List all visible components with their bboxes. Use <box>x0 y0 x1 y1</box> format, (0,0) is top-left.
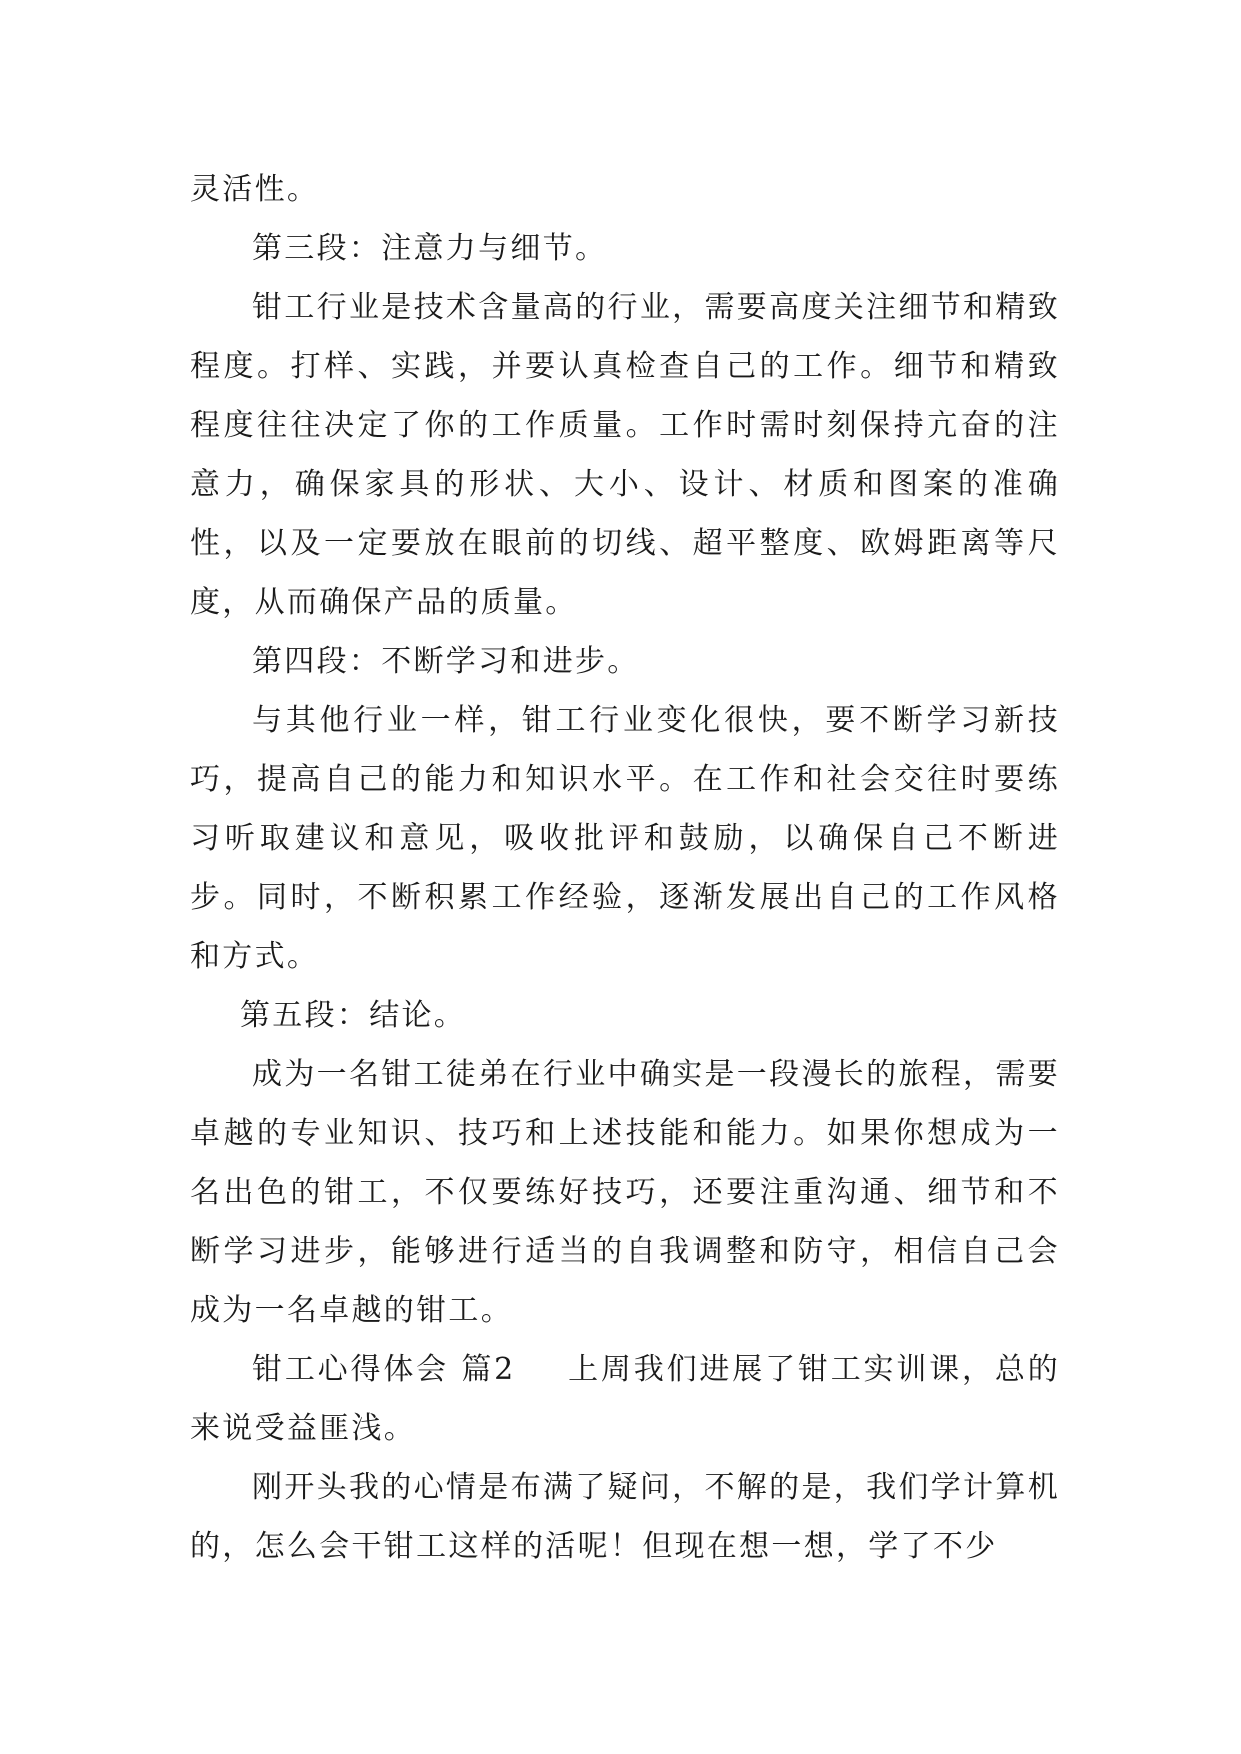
document-body <box>190 160 1060 1576</box>
paragraph-learning: 与其他行业一样，钳工行业变化很快，要不断学习新技巧，提高自己的能力和知识水平。在工作和社会交往时要练习听取建议和意见，吸收批评和鼓励，以确保自己不断进步。同时，不断积累工作经验，逐渐发展出自己的工作风格和方式。 <box>190 703 1060 974</box>
section-2-intro <box>190 1340 1060 1458</box>
section-2-title: 钳工心得体会 篇2 <box>252 1352 516 1387</box>
section-2-lead: 上周我们进展了钳工实训课，总的来说受益匪浅。 <box>190 1352 1061 1446</box>
paragraph-attention-detail: 钳工行业是技术含量高的行业，需要高度关注细节和精致程度。打样、实践，并要认真检查自己的工作。细节和精致程度往往决定了你的工作质量。工作时需时刻保持亢奋的注意力，确保家具的形状、大小、设计、材质和图案的准确性，以及一定要放在眼前的切线、超平整度、欧姆距离等尺度，从而确保产品的质量。 <box>190 290 1060 620</box>
section-heading-4: 第四段：不断学习和进步。 <box>252 644 640 679</box>
paragraph-continuation: 灵活性。 <box>190 172 320 207</box>
section-heading-5: 第五段：结论。 <box>240 998 467 1033</box>
paragraph-conclusion: 成为一名钳工徒弟在行业中确实是一段漫长的旅程，需要卓越的专业知识、技巧和上述技能和能力。如果你想成为一名出色的钳工，不仅要练好技巧，还要注重沟通、细节和不断学习进步，能够进行适当的自我调整和防守，相信自己会成为一名卓越的钳工。 <box>190 1057 1060 1328</box>
section-heading-3: 第三段：注意力与细节。 <box>252 231 608 266</box>
paragraph-section-2-body: 刚开头我的心情是布满了疑问，不解的是，我们学计算机的，怎么会干钳工这样的活呢！但现在想一想，学了不少 <box>190 1470 1060 1564</box>
